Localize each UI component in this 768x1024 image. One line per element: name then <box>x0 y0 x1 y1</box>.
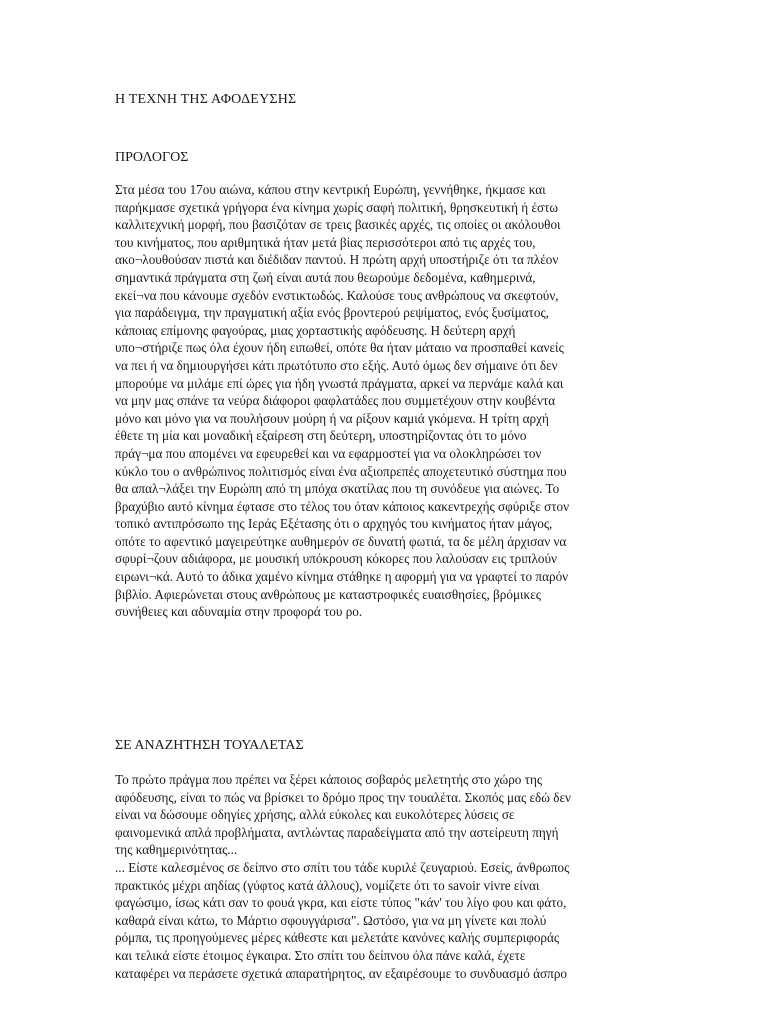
document-title: Η ΤΕΧΝΗ ΤΗΣ ΑΦΟΔΕΥΣΗΣ <box>115 92 297 107</box>
text-line: σφυρί¬ζουν αδιάφορα, με μουσική υπόκρουση κόκορες που λαλούσαν εις τριπλούν <box>115 551 557 567</box>
text-line: θα απαλ¬λάξει την Ευρώπη από τη μπόχα σκατίλας που τη συνόδευε για αιώνες. Το <box>115 481 560 497</box>
text-line: ακο¬λουθούσαν πιστά και διέδιδαν παντού. Η πρώτη αρχή υποστήριζε ότι τα πλέον <box>115 252 559 268</box>
text-line: ρόμπα, τις προηγούμενες μέρες κάθεστε και μελετάτε κανόνες καλής συμπεριφοράς <box>115 930 560 946</box>
text-line: κάποιας επίμονης φαγούρας, μιας χορταστικής αφόδευσης. Η δεύτερη αρχή <box>115 322 516 338</box>
text-line: βραχύβιο αυτό κίνημα έφτασε στο τέλος του όταν κάποιος κακεντρεχής σφύριξε στον <box>115 498 570 514</box>
text-line: πράγ¬μα που απομένει να εφευρεθεί και να εφαρμοστεί για να ολοκληρώσει τον <box>115 445 542 461</box>
text-line: να μην μας σπάνε τα νεύρα διάφοροι φαφλατάδες που συμμετέχουν στην κουβέντα <box>115 393 556 409</box>
text-line: καταφέρει να περάσετε σχετικά απαρατήρητος, αν εξαιρέσουμε το συνδυασμό άσπρο <box>115 965 567 981</box>
text-line: συνήθειες και αδυναμία στην προφορά του ρο. <box>115 604 363 620</box>
text-line: φαγώσιμο, ίσως κάτι σαν το φουά γκρα, και είστε τύπος "κάν' του λίγο φου και φάτο, <box>115 895 567 911</box>
text-line: οπότε το αφεντικό μαγειρεύτηκε αυθημερόν σε δυνατή φωτιά, τα δε μέλη άρχισαν να <box>115 533 567 549</box>
text-line: και τελικά είστε έτοιμος έγκαιρα. Στο σπίτι του δείπνου όλα πάνε καλά, έχετε <box>115 947 526 963</box>
text-line: σημαντικά πράγματα στη ζωή είναι αυτά που θεωρούμε δεδομένα, καθημερινά, <box>115 269 536 285</box>
text-line: φαινομενικά απλά προβλήματα, αντλώντας παραδείγματα από την αστείρευτη πηγή <box>115 824 559 840</box>
text-line: τοπικό αντιπρόσωπο της Ιεράς Εξέτασης ότι ο αρχηγός του κινήματος ήταν μάγος, <box>115 516 553 532</box>
text-line: για παράδειγμα, την πραγματική αξία ενός βροντερού ρεψίματος, ενός ξυσίματος, <box>115 305 549 321</box>
text-line: έθετε τη μία και μοναδική εξαίρεση στη δεύτερη, υποστηρίζοντας ότι το μόνο <box>115 428 527 444</box>
section-heading-prologue: ΠΡΟΛΟΓΟΣ <box>115 150 189 165</box>
text-line: μόνο και μόνο για να πουλήσουν μούρη ή να ρίξουν καμιά γκόμενα. Η τρίτη αρχή <box>115 410 549 426</box>
text-line: Στα μέσα του 17ου αιώνα, κάπου στην κεντρική Ευρώπη, γεννήθηκε, ήκμασε και <box>115 182 546 197</box>
section-body-toilet-search <box>115 771 660 982</box>
text-line: βιβλίο. Αφιερώνεται στους ανθρώπους με καταστροφικές ευαισθησίες, βρόμικες <box>115 586 541 602</box>
text-line: αφόδευσης, είναι το πώς να βρίσκει το δρόμο προς την τουαλέτα. Σκοπός μας εδώ δεν <box>115 789 571 805</box>
text-line: είναι να δώσουμε οδηγίες χρήσης, αλλά εύκολες και ευκολότερες λύσεις σε <box>115 807 515 823</box>
text-line: καθαρά είναι κάτω, το Μάρτιο σφουγγάρισα". Ωστόσο, για να μη γίνετε και πολύ <box>115 912 547 928</box>
text-line: πρακτικός μέχρι αηδίας (γύφτος κατά άλλους), νομίζετε ότι το savoir vivre είναι <box>115 877 540 893</box>
text-line: κύκλο του ο ανθρώπινος πολιτισμός είναι ένα αξιοπρεπές αποχετευτικό σύστημα που <box>115 463 567 479</box>
section-heading-toilet-search: ΣΕ ΑΝΑΖΗΤΗΣΗ ΤΟΥΑΛΕΤΑΣ <box>115 738 304 753</box>
text-line: παρήκμασε σχετικά γρήγορα ένα κίνημα χωρίς σαφή πολιτική, θρησκευτική ή έστω <box>115 199 559 215</box>
section-body-prologue <box>115 181 660 621</box>
text-line: ... Είστε καλεσμένος σε δείπνο στο σπίτι του τάδε κυριλέ ζευγαριού. Εσείς, άνθρωπος <box>115 859 570 875</box>
text-line: μπορούμε να μιλάμε επί ώρες για ήδη γνωστά πράγματα, αρκεί να περνάμε καλά και <box>115 375 564 391</box>
text-line: καλλιτεχνική μορφή, που βασιζόταν σε τρεις βασικές αρχές, τις οποίες οι ακόλουθοι <box>115 217 561 233</box>
text-line: Το πρώτο πράγμα που πρέπει να ξέρει κάποιος σοβαρός μελετητής στο χώρο της <box>115 772 543 787</box>
text-line: εκεί¬να που κάνουμε σχεδόν ενστικτωδώς. Καλούσε τους ανθρώπους να σκεφτούν, <box>115 287 559 303</box>
text-line: υπο¬στήριζε πως όλα έχουν ήδη ειπωθεί, οπότε θα ήταν μάταιο να προσπαθεί κανείς <box>115 340 564 356</box>
text-line: να πει ή να δημιουργήσει κάτι πρωτότυπο στο εξής. Αυτό όμως δεν σήμαινε ότι δεν <box>115 357 558 373</box>
text-line: της καθημερινότητας... <box>115 842 238 858</box>
text-line: του κινήματος, που αριθμητικά ήταν μετά βίας περισσότεροι από τις αρχές του, <box>115 234 536 250</box>
text-line: ειρωνι¬κά. Αυτό το άδικα χαμένο κίνημα στάθηκε η αφορμή για να γραφτεί το παρόν <box>115 569 569 585</box>
